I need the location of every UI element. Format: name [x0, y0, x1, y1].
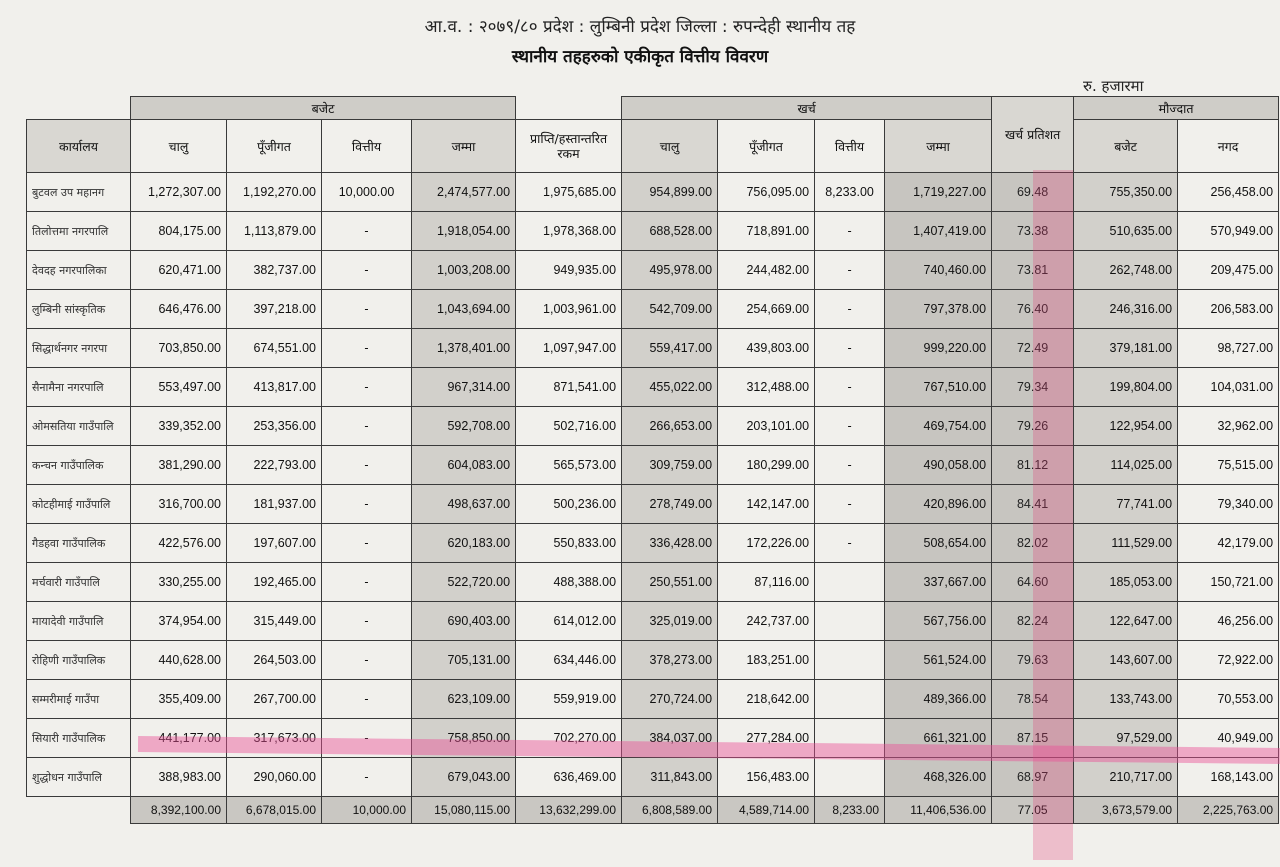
- budget-capital-cell: 1,113,879.00: [227, 212, 322, 251]
- expense-total-cell: 567,756.00: [885, 602, 992, 641]
- total-expense-capital: 4,589,714.00: [718, 797, 815, 824]
- budget-capital-cell: 674,551.00: [227, 329, 322, 368]
- expense-percent-cell: 73.38: [992, 212, 1074, 251]
- balance-budget-cell: 122,954.00: [1074, 407, 1178, 446]
- balance-cash-cell: 570,949.00: [1178, 212, 1279, 251]
- balance-cash-cell: 32,962.00: [1178, 407, 1279, 446]
- balance-budget-cell: 143,607.00: [1074, 641, 1178, 680]
- expense-capital-cell: 172,226.00: [718, 524, 815, 563]
- budget-financial-cell: -: [322, 563, 412, 602]
- expense-percent-cell: 87.15: [992, 719, 1074, 758]
- balance-cash-cell: 98,727.00: [1178, 329, 1279, 368]
- budget-capital-cell: 290,060.00: [227, 758, 322, 797]
- expense-total-cell: 508,654.00: [885, 524, 992, 563]
- budget-total-cell: 498,637.00: [412, 485, 516, 524]
- expense-percent-cell: 64.60: [992, 563, 1074, 602]
- budget-current-cell: 339,352.00: [131, 407, 227, 446]
- budget-total-cell: 592,708.00: [412, 407, 516, 446]
- expense-capital-cell: 244,482.00: [718, 251, 815, 290]
- budget-financial-cell: -: [322, 290, 412, 329]
- expense-capital-cell: 277,284.00: [718, 719, 815, 758]
- table-row: [27, 524, 1279, 563]
- received-cell: 502,716.00: [516, 407, 622, 446]
- expense-capital-cell: 203,101.00: [718, 407, 815, 446]
- expense-financial-cell: -: [815, 251, 885, 290]
- expense-current-cell: 270,724.00: [622, 680, 718, 719]
- table-row: [27, 641, 1279, 680]
- expense-financial-cell: -: [815, 407, 885, 446]
- budget-total-cell: 623,109.00: [412, 680, 516, 719]
- expense-total-cell: 561,524.00: [885, 641, 992, 680]
- table-row: [27, 680, 1279, 719]
- report-title-line1: आ.व. : २०७९/८० प्रदेश : लुम्बिनी प्रदेश जिल्ला : रुपन्देही स्थानीय तह: [424, 17, 856, 37]
- col-expense-capital: पूँजीगत: [718, 120, 815, 173]
- table-row: [27, 407, 1279, 446]
- received-cell: 871,541.00: [516, 368, 622, 407]
- balance-budget-cell: 185,053.00: [1074, 563, 1178, 602]
- office-name-cell: लुम्बिनी सांस्कृतिक: [27, 290, 131, 329]
- expense-percent-cell: 68.97: [992, 758, 1074, 797]
- budget-capital-cell: 192,465.00: [227, 563, 322, 602]
- expense-current-cell: 309,759.00: [622, 446, 718, 485]
- col-budget-financial: वित्तीय: [322, 120, 412, 173]
- received-cell: 1,975,685.00: [516, 173, 622, 212]
- office-name-cell: रोहिणी गाउँपालिक: [27, 641, 131, 680]
- expense-current-cell: 278,749.00: [622, 485, 718, 524]
- office-name-cell: देवदह नगरपालिका: [27, 251, 131, 290]
- budget-financial-cell: -: [322, 758, 412, 797]
- col-received: प्राप्ति/हस्तान्तरित रकम: [516, 120, 622, 173]
- expense-current-cell: 542,709.00: [622, 290, 718, 329]
- budget-current-cell: 374,954.00: [131, 602, 227, 641]
- budget-current-cell: 316,700.00: [131, 485, 227, 524]
- budget-total-cell: 1,378,401.00: [412, 329, 516, 368]
- budget-financial-cell: -: [322, 485, 412, 524]
- expense-financial-cell: -: [815, 524, 885, 563]
- expense-total-cell: 420,896.00: [885, 485, 992, 524]
- total-budget-capital: 6,678,015.00: [227, 797, 322, 824]
- office-name-cell: कोटहीमाई गाउँपालि: [27, 485, 131, 524]
- expense-capital-cell: 218,642.00: [718, 680, 815, 719]
- budget-current-cell: 330,255.00: [131, 563, 227, 602]
- expense-current-cell: 378,273.00: [622, 641, 718, 680]
- table-row: [27, 602, 1279, 641]
- budget-current-cell: 422,576.00: [131, 524, 227, 563]
- expense-percent-cell: 76.40: [992, 290, 1074, 329]
- expense-financial-cell: [815, 563, 885, 602]
- expense-total-cell: 489,366.00: [885, 680, 992, 719]
- budget-capital-cell: 253,356.00: [227, 407, 322, 446]
- totals-row: [27, 797, 1279, 824]
- budget-capital-cell: 317,673.00: [227, 719, 322, 758]
- table-row: [27, 329, 1279, 368]
- expense-current-cell: 250,551.00: [622, 563, 718, 602]
- expense-current-cell: 325,019.00: [622, 602, 718, 641]
- expense-total-cell: 337,667.00: [885, 563, 992, 602]
- budget-financial-cell: 10,000.00: [322, 173, 412, 212]
- col-budget-capital: पूँजीगत: [227, 120, 322, 173]
- total-expense-percent: 77.05: [992, 797, 1074, 824]
- expense-current-cell: 954,899.00: [622, 173, 718, 212]
- budget-financial-cell: -: [322, 524, 412, 563]
- received-cell: 1,978,368.00: [516, 212, 622, 251]
- balance-cash-cell: 72,922.00: [1178, 641, 1279, 680]
- budget-financial-cell: -: [322, 407, 412, 446]
- expense-capital-cell: 254,669.00: [718, 290, 815, 329]
- balance-budget-cell: 246,316.00: [1074, 290, 1178, 329]
- budget-financial-cell: -: [322, 680, 412, 719]
- group-budget: बजेट: [131, 97, 516, 120]
- budget-total-cell: 1,003,208.00: [412, 251, 516, 290]
- office-name-cell: बुटवल उप महानग: [27, 173, 131, 212]
- budget-total-cell: 522,720.00: [412, 563, 516, 602]
- budget-total-cell: 2,474,577.00: [412, 173, 516, 212]
- expense-financial-cell: -: [815, 368, 885, 407]
- budget-financial-cell: -: [322, 368, 412, 407]
- expense-capital-cell: 183,251.00: [718, 641, 815, 680]
- col-expense-current: चालु: [622, 120, 718, 173]
- expense-capital-cell: 439,803.00: [718, 329, 815, 368]
- budget-current-cell: 388,983.00: [131, 758, 227, 797]
- budget-capital-cell: 413,817.00: [227, 368, 322, 407]
- budget-total-cell: 604,083.00: [412, 446, 516, 485]
- balance-cash-cell: 70,553.00: [1178, 680, 1279, 719]
- expense-financial-cell: [815, 641, 885, 680]
- balance-budget-cell: 262,748.00: [1074, 251, 1178, 290]
- budget-capital-cell: 315,449.00: [227, 602, 322, 641]
- balance-cash-cell: 209,475.00: [1178, 251, 1279, 290]
- received-cell: 702,270.00: [516, 719, 622, 758]
- group-balance: मौज्दात: [1074, 97, 1279, 120]
- budget-current-cell: 553,497.00: [131, 368, 227, 407]
- total-budget-financial: 10,000.00: [322, 797, 412, 824]
- balance-cash-cell: 256,458.00: [1178, 173, 1279, 212]
- expense-percent-cell: 73.81: [992, 251, 1074, 290]
- office-name-cell: ओमसतिया गाउँपालि: [27, 407, 131, 446]
- budget-total-cell: 1,918,054.00: [412, 212, 516, 251]
- office-name-cell: तिलोत्तमा नगरपालि: [27, 212, 131, 251]
- budget-capital-cell: 397,218.00: [227, 290, 322, 329]
- budget-capital-cell: 222,793.00: [227, 446, 322, 485]
- budget-capital-cell: 267,700.00: [227, 680, 322, 719]
- expense-percent-cell: 79.26: [992, 407, 1074, 446]
- budget-financial-cell: -: [322, 602, 412, 641]
- balance-cash-cell: 168,143.00: [1178, 758, 1279, 797]
- expense-current-cell: 384,037.00: [622, 719, 718, 758]
- budget-financial-cell: -: [322, 641, 412, 680]
- budget-total-cell: 690,403.00: [412, 602, 516, 641]
- balance-budget-cell: 755,350.00: [1074, 173, 1178, 212]
- expense-current-cell: 311,843.00: [622, 758, 718, 797]
- received-cell: 500,236.00: [516, 485, 622, 524]
- expense-total-cell: 1,407,419.00: [885, 212, 992, 251]
- table-row: [27, 758, 1279, 797]
- budget-current-cell: 646,476.00: [131, 290, 227, 329]
- expense-capital-cell: 142,147.00: [718, 485, 815, 524]
- balance-budget-cell: 199,804.00: [1074, 368, 1178, 407]
- expense-current-cell: 336,428.00: [622, 524, 718, 563]
- office-name-cell: शुद्धोधन गाउँपालि: [27, 758, 131, 797]
- received-cell: 614,012.00: [516, 602, 622, 641]
- expense-total-cell: 661,321.00: [885, 719, 992, 758]
- budget-capital-cell: 382,737.00: [227, 251, 322, 290]
- expense-total-cell: 490,058.00: [885, 446, 992, 485]
- budget-current-cell: 381,290.00: [131, 446, 227, 485]
- office-name-cell: सिद्धार्थनगर नगरपा: [27, 329, 131, 368]
- budget-current-cell: 804,175.00: [131, 212, 227, 251]
- office-name-cell: कन्चन गाउँपालिक: [27, 446, 131, 485]
- budget-capital-cell: 181,937.00: [227, 485, 322, 524]
- expense-financial-cell: -: [815, 290, 885, 329]
- balance-cash-cell: 104,031.00: [1178, 368, 1279, 407]
- expense-capital-cell: 242,737.00: [718, 602, 815, 641]
- budget-capital-cell: 197,607.00: [227, 524, 322, 563]
- balance-budget-cell: 379,181.00: [1074, 329, 1178, 368]
- budget-current-cell: 620,471.00: [131, 251, 227, 290]
- expense-percent-cell: 81.12: [992, 446, 1074, 485]
- expense-percent-cell: 79.63: [992, 641, 1074, 680]
- col-balance-budget: बजेट: [1074, 120, 1178, 173]
- budget-capital-cell: 264,503.00: [227, 641, 322, 680]
- balance-cash-cell: 79,340.00: [1178, 485, 1279, 524]
- balance-budget-cell: 97,529.00: [1074, 719, 1178, 758]
- col-office: कार्यालय: [27, 120, 131, 173]
- office-name-cell: सम्मरीमाई गाउँपा: [27, 680, 131, 719]
- total-budget-current: 8,392,100.00: [131, 797, 227, 824]
- budget-total-cell: 620,183.00: [412, 524, 516, 563]
- col-expense-financial: वित्तीय: [815, 120, 885, 173]
- expense-financial-cell: [815, 758, 885, 797]
- table-row: [27, 212, 1279, 251]
- expense-current-cell: 495,978.00: [622, 251, 718, 290]
- expense-percent-cell: 79.34: [992, 368, 1074, 407]
- budget-total-cell: 758,850.00: [412, 719, 516, 758]
- financial-statement-table: [26, 96, 1279, 824]
- expense-percent-cell: 84.41: [992, 485, 1074, 524]
- expense-percent-cell: 69.48: [992, 173, 1074, 212]
- received-cell: 559,919.00: [516, 680, 622, 719]
- received-cell: 565,573.00: [516, 446, 622, 485]
- col-expense-total: जम्मा: [885, 120, 992, 173]
- total-expense-current: 6,808,589.00: [622, 797, 718, 824]
- expense-capital-cell: 156,483.00: [718, 758, 815, 797]
- expense-percent-cell: 72.49: [992, 329, 1074, 368]
- balance-cash-cell: 42,179.00: [1178, 524, 1279, 563]
- balance-cash-cell: 40,949.00: [1178, 719, 1279, 758]
- total-expense-total: 11,406,536.00: [885, 797, 992, 824]
- expense-current-cell: 688,528.00: [622, 212, 718, 251]
- office-name-cell: सियारी गाउँपालिक: [27, 719, 131, 758]
- col-budget-current: चालु: [131, 120, 227, 173]
- expense-capital-cell: 180,299.00: [718, 446, 815, 485]
- budget-total-cell: 1,043,694.00: [412, 290, 516, 329]
- expense-capital-cell: 87,116.00: [718, 563, 815, 602]
- expense-total-cell: 767,510.00: [885, 368, 992, 407]
- budget-current-cell: 441,177.00: [131, 719, 227, 758]
- balance-cash-cell: 46,256.00: [1178, 602, 1279, 641]
- total-budget-total: 15,080,115.00: [412, 797, 516, 824]
- budget-current-cell: 440,628.00: [131, 641, 227, 680]
- budget-current-cell: 355,409.00: [131, 680, 227, 719]
- table-row: [27, 290, 1279, 329]
- office-name-cell: मर्चवारी गाउँपालि: [27, 563, 131, 602]
- budget-financial-cell: -: [322, 446, 412, 485]
- expense-percent-cell: 82.02: [992, 524, 1074, 563]
- received-cell: 634,446.00: [516, 641, 622, 680]
- received-cell: 1,097,947.00: [516, 329, 622, 368]
- report-title-line2: स्थानीय तहहरुको एकीकृत वित्तीय विवरण: [511, 47, 769, 67]
- received-cell: 636,469.00: [516, 758, 622, 797]
- expense-financial-cell: 8,233.00: [815, 173, 885, 212]
- expense-current-cell: 266,653.00: [622, 407, 718, 446]
- balance-budget-cell: 210,717.00: [1074, 758, 1178, 797]
- table-row: [27, 173, 1279, 212]
- budget-total-cell: 705,131.00: [412, 641, 516, 680]
- budget-total-cell: 967,314.00: [412, 368, 516, 407]
- balance-cash-cell: 150,721.00: [1178, 563, 1279, 602]
- table-row: [27, 563, 1279, 602]
- balance-budget-cell: 133,743.00: [1074, 680, 1178, 719]
- expense-capital-cell: 756,095.00: [718, 173, 815, 212]
- office-name-cell: सैनामैना नगरपालि: [27, 368, 131, 407]
- expense-financial-cell: [815, 602, 885, 641]
- balance-cash-cell: 206,583.00: [1178, 290, 1279, 329]
- expense-capital-cell: 718,891.00: [718, 212, 815, 251]
- unit-note: रु. हजारमा: [1083, 77, 1144, 95]
- expense-financial-cell: -: [815, 212, 885, 251]
- table-row: [27, 446, 1279, 485]
- total-expense-financial: 8,233.00: [815, 797, 885, 824]
- budget-financial-cell: -: [322, 251, 412, 290]
- balance-budget-cell: 77,741.00: [1074, 485, 1178, 524]
- received-cell: 550,833.00: [516, 524, 622, 563]
- budget-financial-cell: -: [322, 212, 412, 251]
- expense-financial-cell: -: [815, 329, 885, 368]
- expense-current-cell: 559,417.00: [622, 329, 718, 368]
- col-expense-percent: खर्च प्रतिशत: [992, 97, 1074, 173]
- office-name-cell: मायादेवी गाउँपालि: [27, 602, 131, 641]
- balance-budget-cell: 114,025.00: [1074, 446, 1178, 485]
- table-row: [27, 368, 1279, 407]
- expense-total-cell: 797,378.00: [885, 290, 992, 329]
- expense-percent-cell: 82.24: [992, 602, 1074, 641]
- total-balance-budget: 3,673,579.00: [1074, 797, 1178, 824]
- col-balance-cash: नगद: [1178, 120, 1279, 173]
- expense-financial-cell: [815, 680, 885, 719]
- received-cell: 1,003,961.00: [516, 290, 622, 329]
- expense-percent-cell: 78.54: [992, 680, 1074, 719]
- balance-budget-cell: 122,647.00: [1074, 602, 1178, 641]
- table-row: [27, 251, 1279, 290]
- total-balance-cash: 2,225,763.00: [1178, 797, 1279, 824]
- expense-total-cell: 469,754.00: [885, 407, 992, 446]
- balance-budget-cell: 510,635.00: [1074, 212, 1178, 251]
- total-received: 13,632,299.00: [516, 797, 622, 824]
- balance-budget-cell: 111,529.00: [1074, 524, 1178, 563]
- office-name-cell: गैडहवा गाउँपालिक: [27, 524, 131, 563]
- expense-financial-cell: -: [815, 446, 885, 485]
- table-row: [27, 485, 1279, 524]
- expense-current-cell: 455,022.00: [622, 368, 718, 407]
- expense-total-cell: 1,719,227.00: [885, 173, 992, 212]
- col-budget-total: जम्मा: [412, 120, 516, 173]
- balance-cash-cell: 75,515.00: [1178, 446, 1279, 485]
- budget-total-cell: 679,043.00: [412, 758, 516, 797]
- budget-capital-cell: 1,192,270.00: [227, 173, 322, 212]
- expense-total-cell: 999,220.00: [885, 329, 992, 368]
- budget-current-cell: 1,272,307.00: [131, 173, 227, 212]
- expense-financial-cell: -: [815, 485, 885, 524]
- budget-financial-cell: -: [322, 329, 412, 368]
- budget-financial-cell: -: [322, 719, 412, 758]
- expense-total-cell: 740,460.00: [885, 251, 992, 290]
- received-cell: 949,935.00: [516, 251, 622, 290]
- budget-current-cell: 703,850.00: [131, 329, 227, 368]
- expense-total-cell: 468,326.00: [885, 758, 992, 797]
- group-expense: खर्च: [622, 97, 992, 120]
- expense-capital-cell: 312,488.00: [718, 368, 815, 407]
- received-cell: 488,388.00: [516, 563, 622, 602]
